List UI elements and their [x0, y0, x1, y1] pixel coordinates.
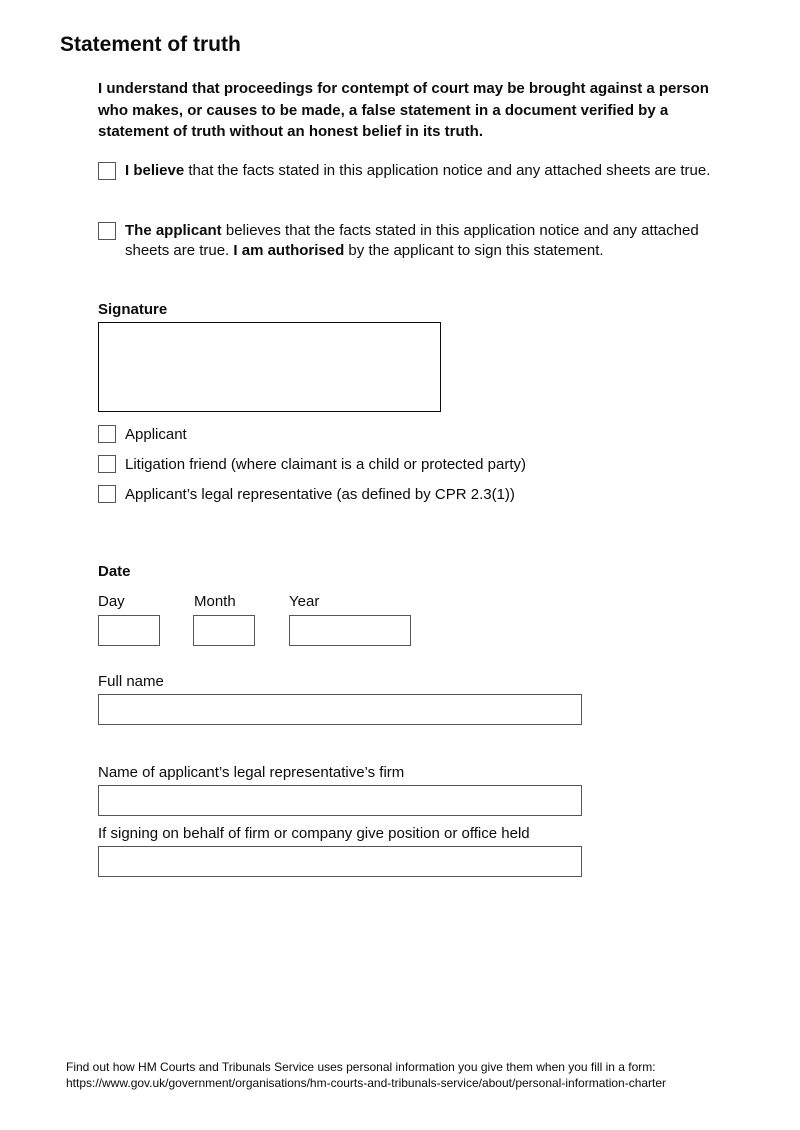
- privacy-footer: [66, 1059, 786, 1091]
- i-believe-bold: I believe: [125, 162, 185, 179]
- declaration-applicant-believes: [98, 221, 738, 261]
- year-input[interactable]: [289, 615, 411, 646]
- authorised-rest: by the applicant to sign this statement.: [344, 242, 604, 259]
- privacy-footer-line1: Find out how HM Courts and Tribunals Service uses personal information you give them when you fill in a form:: [66, 1060, 656, 1074]
- applicant-believes-checkbox[interactable]: [98, 222, 116, 240]
- authorised-bold: I am authorised: [233, 242, 345, 259]
- role-legal-representative: [98, 485, 698, 505]
- role-litigation-friend-label: Litigation friend (where claimant is a child or protected party): [125, 456, 527, 473]
- role-applicant-label: Applicant: [125, 426, 187, 443]
- applicant-bold: The applicant: [125, 222, 222, 239]
- day-label: Day: [98, 593, 125, 610]
- i-believe-rest: that the facts stated in this application notice and any attached sheets are true.: [184, 162, 711, 179]
- i-believe-text: [125, 161, 725, 181]
- firm-name-input[interactable]: [98, 785, 582, 816]
- role-legal-representative-checkbox[interactable]: [98, 485, 116, 503]
- i-believe-checkbox[interactable]: [98, 162, 116, 180]
- role-legal-representative-label: Applicant’s legal representative (as defined by CPR 2.3(1)): [125, 486, 515, 503]
- year-label: Year: [289, 593, 320, 610]
- day-input[interactable]: [98, 615, 160, 646]
- role-litigation-friend: [98, 455, 698, 475]
- role-applicant: [98, 425, 698, 445]
- date-label: Date: [98, 563, 131, 580]
- applicant-believes-rest: believes that the facts stated in this application notice and any attached sheets are true.: [125, 222, 699, 259]
- signature-label: Signature: [98, 301, 168, 318]
- section-title: Statement of truth: [60, 33, 241, 56]
- position-label: If signing on behalf of firm or company give position or office held: [98, 825, 530, 842]
- role-litigation-friend-checkbox[interactable]: [98, 455, 116, 473]
- firm-name-label: Name of applicant’s legal representative’s firm: [98, 764, 405, 781]
- declaration-i-believe: [98, 161, 738, 201]
- month-input[interactable]: [193, 615, 255, 646]
- full-name-label: Full name: [98, 673, 164, 690]
- signature-box[interactable]: [98, 322, 441, 412]
- role-applicant-checkbox[interactable]: [98, 425, 116, 443]
- position-input[interactable]: [98, 846, 582, 877]
- privacy-charter-link[interactable]: https://www.gov.uk/government/organisations/hm-courts-and-tribunals-service/about/personal-information-charter: [66, 1076, 667, 1090]
- full-name-input[interactable]: [98, 694, 582, 725]
- contempt-warning-text: I understand that proceedings for contempt of court may be brought against a person who makes, or causes to be made, a false statement in a document verified by a statement of truth without an honest belief in its truth.: [98, 80, 709, 140]
- month-label: Month: [194, 593, 236, 610]
- applicant-believes-text: [125, 221, 725, 261]
